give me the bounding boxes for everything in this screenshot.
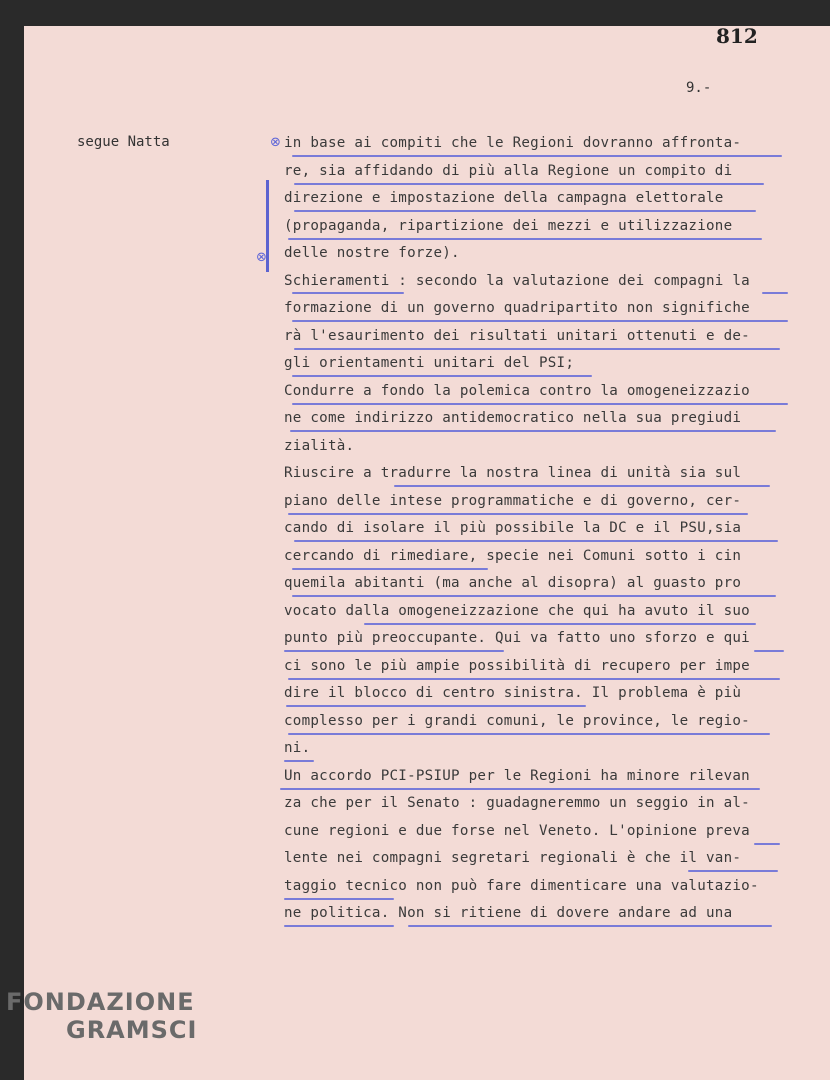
text-line: ne politica. Non si ritiene di dovere andare ad una xyxy=(284,900,804,928)
speaker-label: segue Natta xyxy=(77,134,170,150)
text-line: gli orientamenti unitari del PSI; xyxy=(284,350,804,378)
text-line: quemila abitanti (ma anche al disopra) al guasto pro xyxy=(284,570,804,598)
text-line: delle nostre forze). xyxy=(284,245,460,261)
text-line: cando di isolare il più possibile la DC e il PSU,sia xyxy=(284,515,804,543)
sheet-number: 9.- xyxy=(686,80,712,96)
text-line: direzione e impostazione della campagna elettorale xyxy=(284,185,804,213)
text-line: Condurre a fondo la polemica contro la omogeneizzazio xyxy=(284,378,804,406)
text-line: dire il blocco di centro sinistra. Il problema è più xyxy=(284,680,804,708)
text-line: in base ai compiti che le Regioni dovranno affronta- xyxy=(284,130,804,158)
text-line: ne come indirizzo antidemocratico nella sua pregiudi xyxy=(284,405,804,433)
body-text xyxy=(284,130,804,928)
text-line: vocato dalla omogeneizzazione che qui ha avuto il suo xyxy=(284,598,804,626)
text-line: Riuscire a tradurre la nostra linea di unità sia sul xyxy=(284,460,804,488)
text-line: formazione di un governo quadripartito non significhe xyxy=(284,295,804,323)
text-line: piano delle intese programmatiche e di governo, cer- xyxy=(284,488,804,516)
text-line: (propaganda, ripartizione dei mezzi e utilizzazione xyxy=(284,213,804,241)
text-line: Un accordo PCI-PSIUP per le Regioni ha minore rilevan xyxy=(284,763,804,791)
page-number: 812 xyxy=(716,24,758,48)
text-line: rà l'esaurimento dei risultati unitari ottenuti e de- xyxy=(284,323,804,351)
text-line: punto più preoccupante. Qui va fatto uno sforzo e qui xyxy=(284,625,804,653)
watermark-logo: FONDAZIONE GRAMSCI xyxy=(6,988,198,1044)
text-line: complesso per i grandi comuni, le province, le regio- xyxy=(284,708,804,736)
text-line: za che per il Senato : guadagneremmo un seggio in al- xyxy=(284,795,750,811)
circle-x-mark-icon: ⊗ xyxy=(256,250,267,265)
text-line: cercando di rimediare, specie nei Comuni sotto i cin xyxy=(284,543,804,571)
text-line: lente nei compagni segretari regionali è che il van- xyxy=(284,845,804,873)
text-line: re, sia affidando di più alla Regione un compito di xyxy=(284,158,804,186)
text-line: cune regioni e due forse nel Veneto. L'opinione preva xyxy=(284,818,804,846)
circle-x-mark-icon: ⊗ xyxy=(270,135,281,150)
text-line: Schieramenti : secondo la valutazione dei compagni la xyxy=(284,268,804,296)
text-line: ni. xyxy=(284,735,804,763)
text-line: taggio tecnico non può fare dimenticare una valutazio- xyxy=(284,873,804,901)
text-line: zialità. xyxy=(284,437,355,454)
text-line: ci sono le più ampie possibilità di recupero per impe xyxy=(284,653,804,681)
